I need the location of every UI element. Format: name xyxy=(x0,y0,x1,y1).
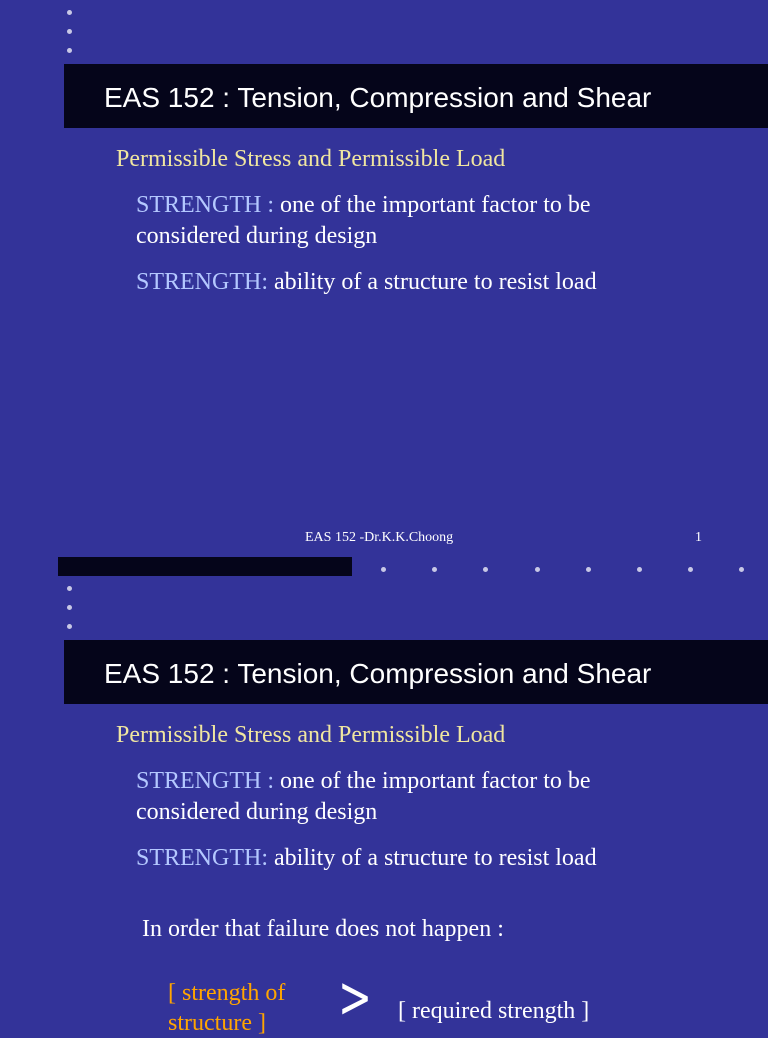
slide-1-point-1 xyxy=(136,190,636,252)
decor-dot xyxy=(67,624,72,629)
slide-1-point-2-keyword: STRENGTH: xyxy=(136,269,268,295)
decor-dot xyxy=(67,48,72,53)
slide-2-point-1-keyword: STRENGTH : xyxy=(136,768,274,794)
decor-dot xyxy=(432,567,437,572)
slide-1-title: EAS 152 : Tension, Compression and Shear xyxy=(104,82,652,113)
decor-dot xyxy=(67,29,72,34)
decor-dot xyxy=(67,586,72,591)
decor-dot xyxy=(67,10,72,15)
slide-2-point-2-text: ability of a structure to resist load xyxy=(268,845,597,871)
slide-2-subtitle: Permissible Stress and Permissible Load xyxy=(116,722,506,748)
decor-dot xyxy=(381,567,386,572)
slide-1-title-bar xyxy=(64,64,768,128)
slide-1-point-2-text: ability of a structure to resist load xyxy=(268,269,597,295)
decor-dot xyxy=(688,567,693,572)
slide-2-point-2-keyword: STRENGTH: xyxy=(136,845,268,871)
decor-dot xyxy=(637,567,642,572)
slide-2-point-1 xyxy=(136,766,636,828)
slide-2-strength-of-structure: [ strength of structure ] xyxy=(168,980,286,1036)
decor-dot xyxy=(483,567,488,572)
slide-2-title: EAS 152 : Tension, Compression and Shear xyxy=(104,658,652,689)
slide-1-bottom-bar xyxy=(58,557,352,576)
decor-dot xyxy=(67,605,72,610)
decor-dot xyxy=(586,567,591,572)
slide-1-point-1-text: one of the important factor to be considered during design xyxy=(136,192,591,249)
slide-1-page-number: 1 xyxy=(695,530,702,545)
greater-than-symbol: > xyxy=(338,963,373,1031)
slide-2-point-1-text: one of the important factor to be considered during design xyxy=(136,768,591,825)
slide-1-footer: EAS 152 -Dr.K.K.Choong xyxy=(305,530,454,545)
slide-1-point-2 xyxy=(136,267,597,298)
slide-1-point-1-keyword: STRENGTH : xyxy=(136,192,274,218)
decor-dot xyxy=(739,567,744,572)
slide-2-point-2 xyxy=(136,843,597,874)
slide-2-condition: In order that failure does not happen : xyxy=(142,916,504,942)
slide-2-required-strength: [ required strength ] xyxy=(398,998,590,1024)
slide-2-title-bar xyxy=(64,640,768,704)
decor-dot xyxy=(535,567,540,572)
slide-1-subtitle: Permissible Stress and Permissible Load xyxy=(116,146,506,172)
